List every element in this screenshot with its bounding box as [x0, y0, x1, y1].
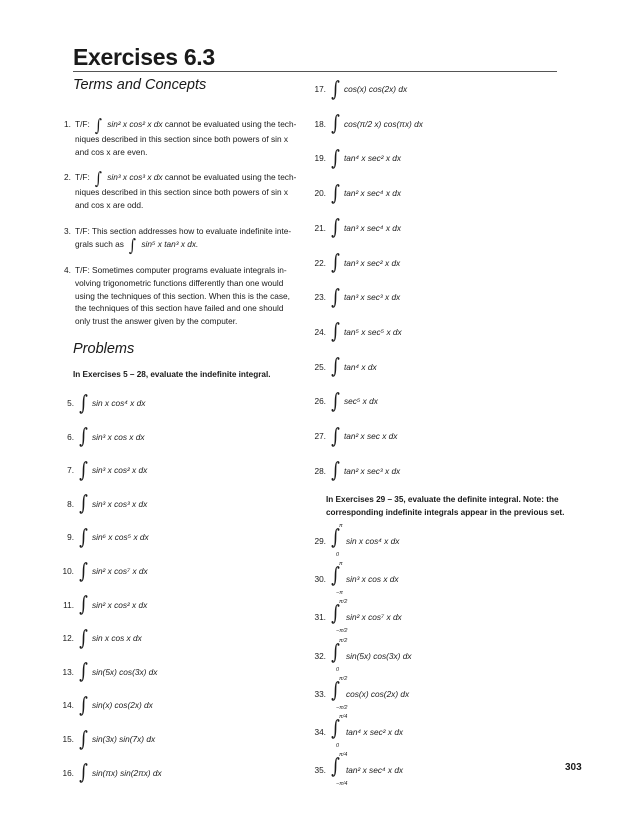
exercise-expression: sin(πx) sin(2πx) dx: [91, 767, 162, 778]
concept-4: [64, 264, 310, 328]
exercise-expression: tan² x sec⁴ x dx: [346, 765, 404, 776]
concept-prefix: T/F:: [75, 172, 90, 182]
exercise-item: [300, 637, 412, 673]
integral-limits: [330, 561, 344, 597]
exercise-number: 8.: [67, 498, 74, 509]
concept-text: and cos x are even.: [75, 146, 148, 157]
concept-2: [64, 169, 310, 211]
exercise-number: 19.: [314, 153, 326, 164]
exercise-expression: tan⁴ x dx: [343, 361, 377, 372]
integral-icon: ∫: [331, 601, 340, 626]
exercise-number: 9.: [67, 532, 74, 543]
exercise-item: [300, 714, 404, 749]
exercise-expression: sin(5x) cos(3x) dx: [346, 650, 412, 661]
integral-icon: ∫: [79, 726, 88, 751]
exercise-expression: sin(5x) cos(3x) dx: [91, 666, 158, 677]
lower-limit: 0: [336, 743, 340, 749]
exercise-number: 7.: [67, 465, 74, 476]
integral-icon: ∫: [331, 250, 340, 274]
integral-icon: ∫: [331, 677, 340, 702]
exercise-expression: sin² x cos⁷ x dx: [346, 612, 402, 623]
integral-limits: [330, 599, 348, 635]
exercise-item: [300, 425, 397, 447]
exercise-item: [48, 493, 147, 515]
concept-text: niques described in this section since both powers of sin x: [75, 133, 289, 144]
concept-text: T/F: This section addresses how to evaluate indefinite inte-: [75, 226, 292, 236]
integral-icon: ∫: [79, 592, 88, 617]
concept-text: cannot be evaluated using the tech-: [164, 172, 297, 182]
exercise-expression: sin³ x cos x dx: [91, 431, 145, 442]
integral-icon: ∫: [331, 76, 340, 101]
integral-icon: ∫: [331, 525, 340, 549]
exercise-number: 28.: [314, 465, 326, 476]
exercise-expression: cos(x) cos(2x) dx: [346, 688, 410, 699]
integral-icon: ∫: [331, 145, 340, 170]
integral-limits: [330, 714, 348, 749]
exercise-expression: tan⁴ x sec² x dx: [343, 153, 402, 164]
concept-text: using the techniques of this section. When this is the case,: [75, 290, 290, 301]
exercise-item: [48, 392, 145, 414]
exercise-number: 27.: [314, 431, 326, 441]
concept-text: the techniques of this section have failed and one should: [75, 303, 284, 314]
concept-expression: sin³ x cos³ x dx: [107, 172, 163, 182]
instruction-line: corresponding indefinite integrals appear in the previous set.: [326, 507, 565, 517]
exercise-number: 11.: [63, 599, 74, 610]
integral-icon: ∫: [94, 116, 103, 136]
exercise-item: [300, 356, 377, 378]
page-title: Exercises 6.3: [73, 44, 215, 70]
exercise-expression: cos(π/2 x) cos(πx) dx: [343, 118, 423, 129]
exercise-expression: sin(3x) sin(7x) dx: [91, 734, 156, 744]
exercise-item: [300, 78, 407, 100]
upper-limit: π/2: [339, 675, 348, 682]
exercise-number: 30.: [314, 574, 326, 585]
concept-number: 2.: [64, 172, 71, 182]
page-number: 303: [565, 762, 582, 773]
exercise-number: 34.: [314, 727, 326, 737]
exercise-number: 29.: [314, 536, 326, 546]
terms-heading: Terms and Concepts: [73, 77, 207, 93]
exercise-number: 32.: [314, 650, 326, 661]
concept-number: 3.: [64, 226, 71, 236]
exercise-number: 31.: [314, 612, 326, 623]
exercise-item: [48, 526, 149, 548]
integral-icon: ∫: [79, 491, 88, 516]
concept-1: [64, 116, 310, 158]
integral-icon: ∫: [331, 284, 340, 309]
exercise-item: [300, 390, 378, 412]
exercise-expression: tan² x sec³ x dx: [343, 465, 401, 476]
concept-text: niques described in this section since both powers of sin x: [75, 186, 289, 197]
exercise-item: [48, 728, 155, 750]
upper-limit: π: [339, 523, 343, 529]
instruction-definite: [326, 494, 564, 519]
exercise-number: 21.: [314, 222, 326, 233]
exercise-expression: tan³ x sec² x dx: [343, 257, 401, 268]
concept-text: cannot be evaluated using the tech-: [164, 119, 297, 129]
exercise-number: 16.: [62, 767, 74, 778]
exercise-number: 17.: [314, 84, 326, 94]
upper-limit: π/4: [339, 752, 348, 759]
upper-limit: π/2: [339, 637, 348, 644]
exercise-item: [48, 459, 147, 481]
exercise-item: [300, 523, 400, 558]
integral-limits: [330, 752, 348, 788]
exercise-number: 20.: [314, 188, 326, 199]
exercise-expression: tan⁴ x sec² x dx: [346, 727, 404, 737]
upper-limit: π/2: [339, 599, 348, 606]
exercise-expression: sin x cos⁴ x dx: [91, 398, 146, 408]
integral-icon: ∫: [331, 716, 340, 740]
problems-heading: Problems: [73, 341, 135, 357]
exercise-item: [300, 460, 400, 482]
integral-icon: ∫: [331, 215, 340, 240]
exercise-expression: sin² x cos² x dx: [91, 599, 148, 610]
exercise-number: 33.: [314, 688, 326, 699]
exercise-expression: tan² x sec⁴ x dx: [343, 188, 402, 199]
exercise-expression: sin² x cos⁷ x dx: [91, 566, 148, 576]
exercise-item: [300, 182, 401, 204]
concept-text: and cos x are odd.: [75, 199, 144, 210]
integral-icon: ∫: [331, 423, 340, 448]
exercise-item: [300, 321, 402, 343]
exercise-expression: sin x cos x dx: [91, 633, 142, 644]
exercise-item: [300, 675, 410, 711]
concept-expression: sin² x cos² x dx: [107, 119, 163, 129]
concept-text: T/F: Sometimes computer programs evaluate integrals in-: [75, 265, 287, 275]
lower-limit: 0: [336, 552, 340, 558]
exercise-item: [300, 286, 400, 308]
concept-prefix: T/F:: [75, 119, 90, 129]
exercise-item: [300, 217, 401, 239]
lower-limit: 0: [336, 666, 340, 673]
concept-expression: sin⁵ x tan³ x dx.: [141, 238, 199, 249]
integral-icon: ∫: [331, 563, 340, 588]
exercise-expression: sec⁵ x dx: [343, 396, 378, 407]
integral-icon: ∫: [94, 169, 103, 189]
integral-icon: ∫: [79, 457, 88, 482]
lower-limit: −π/2: [336, 704, 348, 711]
exercise-expression: sin³ x cos³ x dx: [91, 498, 148, 509]
integral-icon: ∫: [331, 319, 340, 344]
lower-limit: −π/4: [336, 781, 348, 788]
integral-icon: ∫: [79, 659, 88, 684]
exercise-expression: tan³ x sec⁴ x dx: [343, 222, 402, 233]
exercise-number: 14.: [62, 700, 74, 711]
exercise-number: 13.: [62, 666, 74, 677]
exercise-number: 23.: [314, 292, 326, 303]
integral-limits: [330, 637, 348, 673]
exercise-item: [300, 561, 399, 597]
lower-limit: −π: [336, 590, 343, 597]
concept-text: volving trigonometric functions differently than one would: [75, 277, 284, 288]
concept-text: grals such as: [75, 238, 124, 249]
exercise-expression: tan³ x sec³ x dx: [343, 292, 401, 303]
exercise-expression: tan² x sec x dx: [343, 431, 398, 441]
integral-limits: [330, 675, 348, 711]
exercise-item: [48, 560, 148, 582]
integral-icon: ∫: [79, 692, 88, 717]
exercise-item: [48, 661, 157, 683]
exercise-expression: sin x cos⁴ x dx: [346, 536, 400, 546]
exercise-number: 25.: [314, 361, 326, 372]
integral-icon: ∫: [79, 558, 88, 583]
exercise-item: [48, 426, 145, 448]
integral-limits: [330, 523, 344, 558]
exercise-number: 5.: [67, 398, 74, 408]
exercise-item: [300, 113, 423, 135]
exercise-item: [300, 599, 402, 635]
integral-icon: ∫: [79, 524, 88, 549]
upper-limit: π/4: [339, 714, 348, 720]
exercise-expression: sin⁶ x cos⁵ x dx: [91, 532, 149, 543]
exercise-item: [48, 627, 142, 649]
exercise-item: [300, 252, 400, 274]
exercise-item: [48, 594, 147, 616]
integral-icon: ∫: [331, 458, 340, 483]
integral-icon: ∫: [331, 111, 340, 136]
concept-number: 4.: [64, 265, 71, 275]
upper-limit: π: [339, 561, 343, 568]
exercise-expression: sin(x) cos(2x) dx: [91, 700, 153, 711]
exercise-number: 24.: [314, 326, 326, 337]
integral-icon: ∫: [331, 388, 340, 413]
exercise-number: 18.: [314, 118, 326, 129]
exercise-number: 15.: [62, 734, 74, 744]
exercise-item: [300, 752, 404, 788]
integral-icon: ∫: [331, 180, 340, 205]
exercise-expression: sin³ x cos² x dx: [91, 465, 148, 476]
integral-icon: ∫: [331, 354, 340, 379]
exercise-number: 22.: [314, 257, 326, 268]
exercise-expression: tan⁵ x sec⁵ x dx: [343, 326, 402, 337]
integral-icon: ∫: [331, 639, 340, 664]
exercise-number: 10.: [62, 566, 74, 576]
integral-icon: ∫: [79, 390, 88, 415]
exercise-expression: sin³ x cos x dx: [346, 574, 399, 585]
exercise-expression: cos(x) cos(2x) dx: [343, 84, 408, 94]
lower-limit: −π/2: [336, 628, 348, 635]
integral-icon: ∫: [331, 754, 340, 779]
integral-icon: ∫: [79, 424, 88, 449]
concept-number: 1.: [64, 119, 71, 129]
integral-icon: ∫: [129, 235, 137, 256]
concept-text: only trust the answer given by the computer.: [75, 316, 238, 327]
concept-3: [64, 225, 310, 256]
instruction-line: In Exercises 29 – 35, evaluate the definite integral. Note: the: [326, 495, 559, 504]
exercise-number: 12.: [62, 633, 74, 644]
exercise-number: 35.: [314, 765, 326, 776]
exercise-item: [48, 694, 153, 716]
exercise-item: [300, 147, 401, 169]
exercise-number: 6.: [67, 431, 74, 442]
exercise-number: 26.: [314, 396, 326, 407]
integral-icon: ∫: [79, 760, 88, 785]
exercise-item: [48, 762, 162, 784]
integral-icon: ∫: [79, 625, 88, 650]
title-rule: [73, 71, 557, 72]
instruction-indefinite: In Exercises 5 – 28, evaluate the indefinite integral.: [73, 370, 271, 379]
